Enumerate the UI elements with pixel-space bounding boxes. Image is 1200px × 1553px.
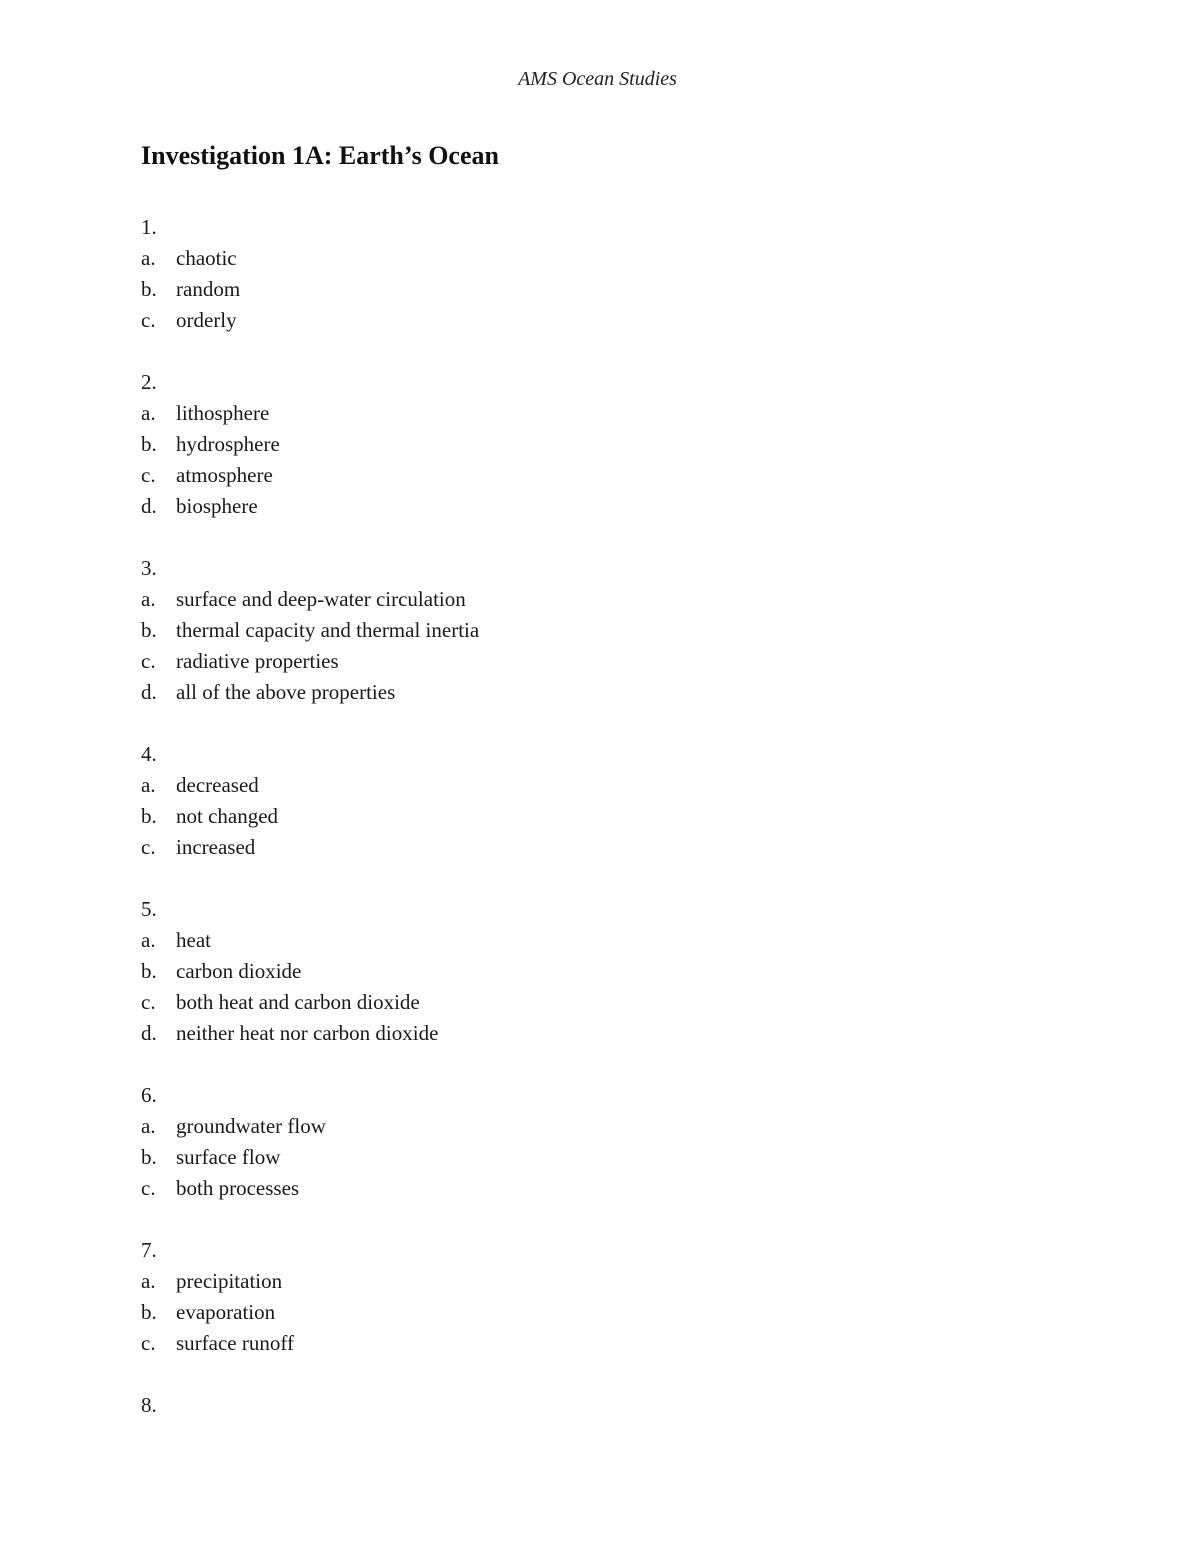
option-text: random bbox=[176, 277, 241, 301]
option-text: increased bbox=[176, 835, 256, 859]
answer-option bbox=[141, 1266, 1041, 1297]
question-number: 2. bbox=[141, 370, 157, 394]
answer-option bbox=[141, 460, 1041, 491]
option-text: all of the above properties bbox=[176, 680, 396, 704]
option-letter: c. bbox=[141, 649, 156, 673]
option-letter: b. bbox=[141, 1145, 157, 1169]
option-letter: b. bbox=[141, 432, 157, 456]
question-7 bbox=[141, 1235, 1041, 1359]
answer-option bbox=[141, 398, 1041, 429]
option-text: groundwater flow bbox=[176, 1114, 326, 1138]
option-text: heat bbox=[176, 928, 211, 952]
option-letter: b. bbox=[141, 277, 157, 301]
option-text: atmosphere bbox=[176, 463, 273, 487]
option-text: lithosphere bbox=[176, 401, 270, 425]
option-text: chaotic bbox=[176, 246, 237, 270]
option-letter: c. bbox=[141, 1176, 156, 1200]
question-number: 3. bbox=[141, 556, 157, 580]
option-text: surface runoff bbox=[176, 1331, 294, 1355]
option-text: thermal capacity and thermal inertia bbox=[176, 618, 480, 642]
answer-option bbox=[141, 646, 1041, 677]
question-6 bbox=[141, 1080, 1041, 1204]
question-number: 5. bbox=[141, 897, 157, 921]
option-letter: d. bbox=[141, 494, 157, 518]
option-letter: a. bbox=[141, 928, 156, 952]
answer-option bbox=[141, 956, 1041, 987]
answer-option bbox=[141, 1173, 1041, 1204]
question-8 bbox=[141, 1390, 1041, 1421]
question-number: 1. bbox=[141, 215, 157, 239]
option-text: surface flow bbox=[176, 1145, 281, 1169]
option-letter: a. bbox=[141, 401, 156, 425]
option-letter: a. bbox=[141, 1114, 156, 1138]
option-letter: d. bbox=[141, 680, 157, 704]
answer-option bbox=[141, 770, 1041, 801]
question-number: 8. bbox=[141, 1393, 157, 1417]
option-letter: b. bbox=[141, 804, 157, 828]
option-letter: a. bbox=[141, 246, 156, 270]
question-5 bbox=[141, 894, 1041, 1049]
answer-option bbox=[141, 677, 1041, 708]
question-number: 6. bbox=[141, 1083, 157, 1107]
question-number: 7. bbox=[141, 1238, 157, 1262]
option-letter: b. bbox=[141, 1300, 157, 1324]
option-text: orderly bbox=[176, 308, 237, 332]
option-letter: c. bbox=[141, 990, 156, 1014]
option-text: decreased bbox=[176, 773, 259, 797]
question-4 bbox=[141, 739, 1041, 863]
answer-option bbox=[141, 1328, 1041, 1359]
answer-option bbox=[141, 305, 1041, 336]
option-letter: a. bbox=[141, 1269, 156, 1293]
question-number: 4. bbox=[141, 742, 157, 766]
option-text: both processes bbox=[176, 1176, 300, 1200]
question-3 bbox=[141, 553, 1041, 708]
option-letter: c. bbox=[141, 1331, 156, 1355]
option-text: both heat and carbon dioxide bbox=[176, 990, 420, 1014]
option-text: carbon dioxide bbox=[176, 959, 302, 983]
answer-option bbox=[141, 491, 1041, 522]
option-letter: b. bbox=[141, 959, 157, 983]
answer-option bbox=[141, 1297, 1041, 1328]
page-title: Investigation 1A: Earth’s Ocean bbox=[141, 141, 499, 170]
option-text: radiative properties bbox=[176, 649, 339, 673]
running-header: AMS Ocean Studies bbox=[518, 68, 677, 90]
option-text: neither heat nor carbon dioxide bbox=[176, 1021, 439, 1045]
answer-option bbox=[141, 925, 1041, 956]
option-text: surface and deep-water circulation bbox=[176, 587, 466, 611]
question-2 bbox=[141, 367, 1041, 522]
option-letter: d. bbox=[141, 1021, 157, 1045]
question-1 bbox=[141, 212, 1041, 336]
answer-option bbox=[141, 584, 1041, 615]
answer-option bbox=[141, 832, 1041, 863]
option-letter: a. bbox=[141, 773, 156, 797]
option-letter: b. bbox=[141, 618, 157, 642]
answer-option bbox=[141, 1142, 1041, 1173]
option-text: precipitation bbox=[176, 1269, 283, 1293]
answer-option bbox=[141, 615, 1041, 646]
option-text: biosphere bbox=[176, 494, 258, 518]
option-letter: c. bbox=[141, 463, 156, 487]
answer-option bbox=[141, 1018, 1041, 1049]
option-text: not changed bbox=[176, 804, 279, 828]
option-text: hydrosphere bbox=[176, 432, 280, 456]
answer-option bbox=[141, 1111, 1041, 1142]
option-letter: c. bbox=[141, 308, 156, 332]
answer-option bbox=[141, 987, 1041, 1018]
question-list bbox=[141, 212, 1041, 1452]
answer-option bbox=[141, 429, 1041, 460]
answer-option bbox=[141, 801, 1041, 832]
option-letter: a. bbox=[141, 587, 156, 611]
option-text: evaporation bbox=[176, 1300, 276, 1324]
answer-option bbox=[141, 243, 1041, 274]
answer-option bbox=[141, 274, 1041, 305]
option-letter: c. bbox=[141, 835, 156, 859]
